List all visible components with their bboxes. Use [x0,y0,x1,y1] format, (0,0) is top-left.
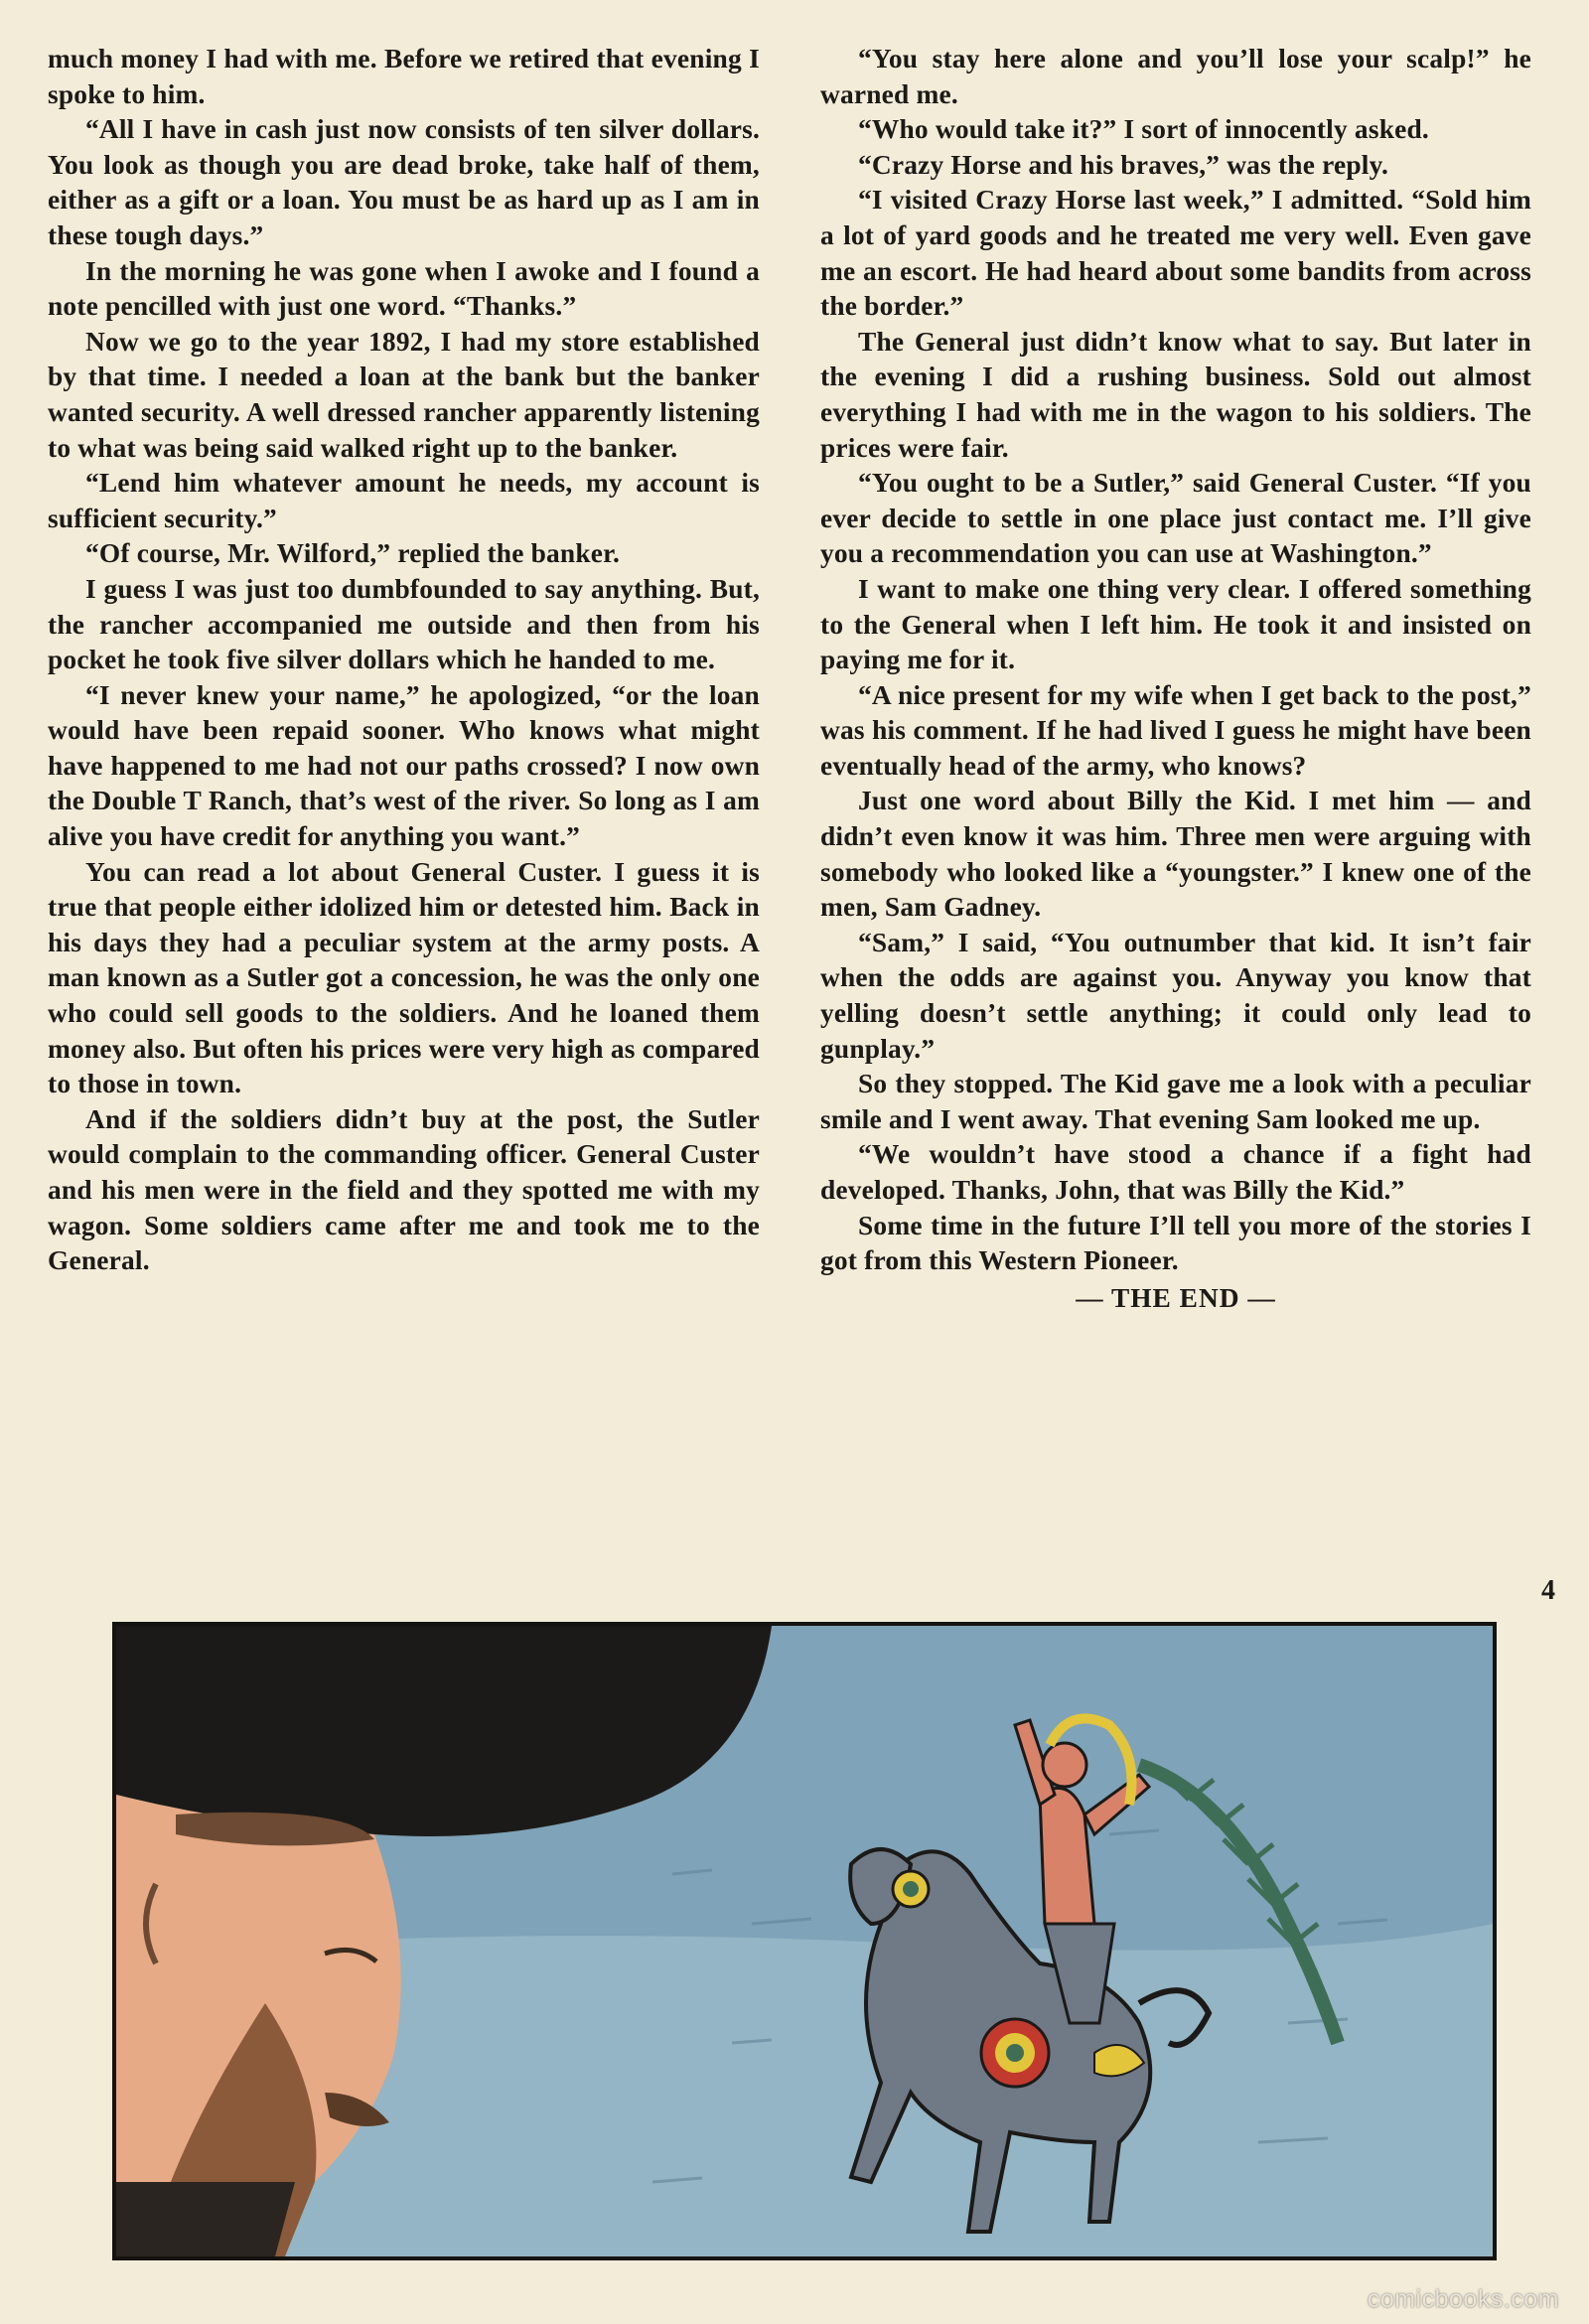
coat-collar [116,2182,295,2256]
the-end-label: — THE END — [1076,1282,1276,1313]
horse-paint-dot [903,1881,919,1897]
paragraph: “You stay here alone and you’ll lose your scalp!” he warned me. [820,44,1531,109]
paragraph: And if the soldiers didn’t buy at the post, the Sutler would complain to the commanding officer. General Custer and his men were in the field and they spotted me with my wagon. Some soldiers came after me and took me to the General. [48,1103,760,1276]
paragraph: “Lend him whatever amount he needs, my account is sufficient security.” [48,468,760,533]
warrior-head [1043,1743,1086,1787]
paragraph: “I never knew your name,” he apologized, “or the loan would have been repaid sooner. Who knows what might have happened to me had not our paths crossed? I now own the Double T Ranch, that’s west of the river. So long as I am alive you have credit for anything you want.” [48,679,760,852]
paragraph: “We wouldn’t have stood a chance if a fight had developed. Thanks, John, that was Billy the Kid.” [820,1139,1531,1205]
paragraph: I want to make one thing very clear. I offered something to the General when I left him. He took it and insisted on paying me for it. [820,573,1531,675]
paragraph: Just one word about Billy the Kid. I met him — and didn’t even know it was him. Three men were arguing with somebody who looked like a “youngster.” I knew one of the men, Sam Gadney. [820,786,1531,923]
paragraph: “A nice present for my wife when I get back to the post,” was his comment. If he had lived I guess he might have been eventually head of the army, who knows? [820,679,1531,781]
paragraph: much money I had with me. Before we retired that evening I spoke to him. [48,44,760,109]
watermark: comicbooks.com [1367,2285,1559,2313]
horse-paint-center [1006,2044,1024,2062]
paragraph: “Crazy Horse and his braves,” was the reply. [858,149,1389,180]
paragraph: “Sam,” I said, “You outnumber that kid. It isn’t fair when the odds are against you. Anyway you know that yelling doesn’t settle anything; it could only lead to gunplay.” [820,927,1531,1064]
paragraph: I guess I was just too dumbfounded to say anything. But, the rancher accompanied me outside and then from his pocket he took five silver dollars which he handed to me. [48,573,760,675]
paragraph: Now we go to the year 1892, I had my store established by that time. I needed a loan at the bank but the banker wanted security. A well dressed rancher apparently listening to what was being said walked right up to the banker. [48,326,760,463]
story-column-right [820,42,1531,1316]
paragraph: “I visited Crazy Horse last week,” I admitted. “Sold him a lot of yard goods and he treated me very well. Even gave me an escort. He had heard about some bandits from across the border.” [820,185,1531,322]
paragraph: “Of course, Mr. Wilford,” replied the banker. [85,538,621,569]
paragraph: “All I have in cash just now consists of ten silver dollars. You look as though you are dead broke, take half of them, either as a gift or a loan. You must be as hard up as I am in these tough days.” [48,114,760,250]
paragraph: Some time in the future I’ll tell you more of the stories I got from this Western Pioneer. [820,1210,1531,1276]
paragraph: The General just didn’t know what to say. But later in the evening I did a rushing business. Sold out almost everything I had with me in the wagon to his soldiers. The prices were fair. [820,326,1531,463]
paragraph: “You ought to be a Sutler,” said General Custer. “If you ever decide to settle in one place just contact me. I’ll give you a recommendation you can use at Washington.” [820,468,1531,569]
paragraph: “Who would take it?” I sort of innocently asked. [858,114,1429,145]
paragraph: So they stopped. The Kid gave me a look with a peculiar smile and I went away. That evening Sam looked me up. [820,1069,1531,1134]
paragraph: You can read a lot about General Custer. I guess it is true that people either idolized him or detested him. Back in his days they had a peculiar system at the army posts. A man known as a Sutler got a concession, he was the only one who could sell goods to the soldiers. And he loaned them money also. But often his prices were very high as compared to those in town. [48,856,760,1099]
story-column-left [48,42,760,1279]
paragraph: In the morning he was gone when I awoke and I found a note pencilled with just one word. “Thanks.” [48,255,760,322]
page-mark: 4 [1541,1575,1555,1606]
illustration-art [116,1626,1493,2256]
illustration-panel [112,1622,1497,2260]
